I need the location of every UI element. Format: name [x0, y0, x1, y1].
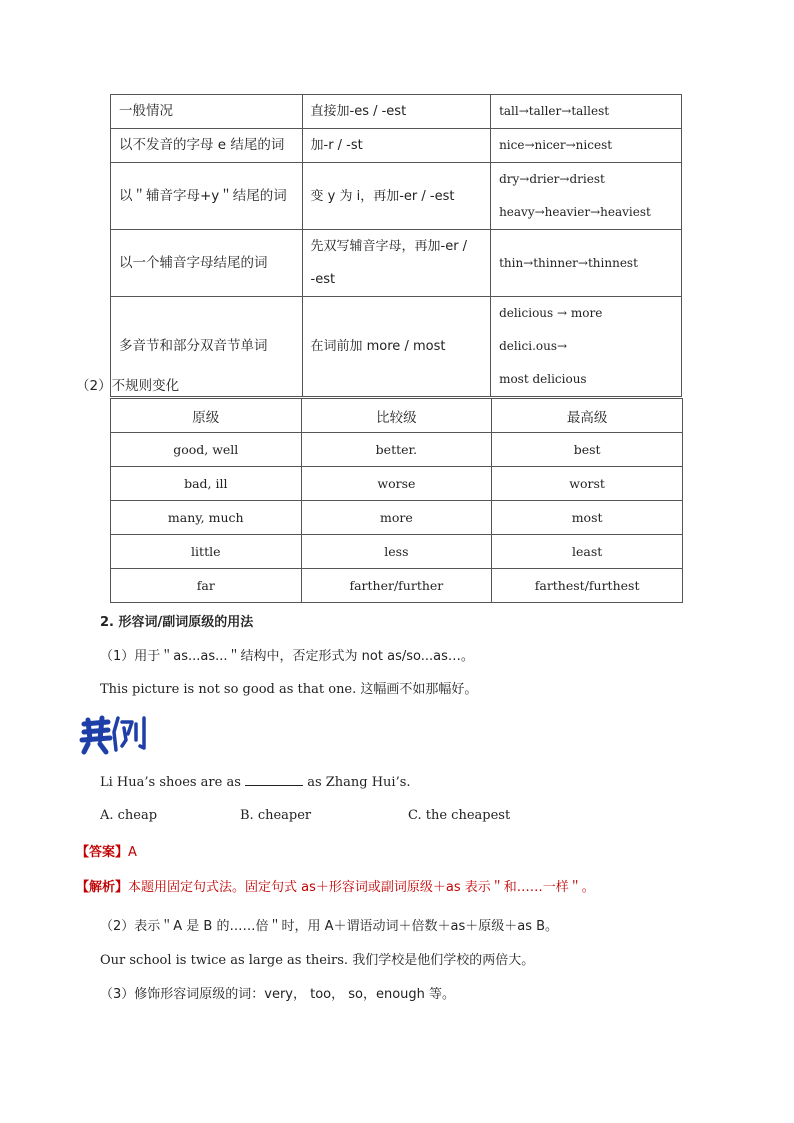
table-cell: far	[111, 569, 302, 603]
irregular-forms-table	[110, 398, 683, 603]
table-cell: best	[492, 433, 683, 467]
usage-paragraph-1: （1）用于＂as...as...＂结构中，否定形式为 not as/so...as…。	[100, 649, 474, 664]
usage-paragraph-2: （2）表示＂A 是 B 的……倍＂时，用 A＋谓语动词＋倍数＋as＋原级＋as B。	[100, 919, 559, 934]
section-title: 2. 形容词/副词原级的用法	[100, 615, 254, 630]
question-before: Li Hua’s shoes are as	[100, 775, 241, 790]
rule-example	[491, 163, 682, 230]
usage-example-1: This picture is not so good as that one. 这幅画不如那幅好。	[100, 682, 478, 697]
usage-paragraph-3: （3）修饰形容词原级的词：very， too， so，enough 等。	[100, 987, 456, 1002]
rule-method: 加-r / -st	[302, 129, 491, 163]
table-cell: better.	[301, 433, 492, 467]
rule-case: 以＂辅音字母+y＂结尾的词	[111, 163, 303, 230]
example-logo-icon	[78, 710, 152, 758]
table-cell: least	[492, 535, 683, 569]
table-cell: farthest/furthest	[492, 569, 683, 603]
rule-case: 一般情况	[111, 95, 303, 129]
rule-example	[491, 297, 682, 397]
table-row	[111, 95, 682, 129]
analysis-label: 【解析】	[76, 880, 129, 895]
rule-method: 在词前加 more / most	[302, 297, 491, 397]
table-header-row	[111, 399, 683, 433]
rule-method: 变 y 为 i，再加-er / -est	[302, 163, 491, 230]
question-text	[100, 774, 411, 790]
rule-example: nice→nicer→nicest	[491, 129, 682, 163]
table-cell: most	[492, 501, 683, 535]
answer-blank	[245, 774, 303, 786]
rule-method	[302, 230, 491, 297]
option-a: A. cheap	[100, 808, 158, 823]
rule-case: 多音节和部分双音节单词	[111, 297, 303, 397]
table-cell: more	[301, 501, 492, 535]
analysis-line	[76, 876, 595, 895]
column-header: 原级	[111, 399, 302, 433]
table-row	[111, 467, 683, 501]
table-row	[111, 569, 683, 603]
table-cell: worst	[492, 467, 683, 501]
table-cell: bad, ill	[111, 467, 302, 501]
table-cell: farther/further	[301, 569, 492, 603]
table-row	[111, 433, 683, 467]
table-row	[111, 501, 683, 535]
example-line: dry→drier→driest	[499, 172, 605, 186]
answer-value: A	[128, 845, 137, 860]
rule-case: 以不发音的字母 e 结尾的词	[111, 129, 303, 163]
rule-example: tall→taller→tallest	[491, 95, 682, 129]
rule-case: 以一个辅音字母结尾的词	[111, 230, 303, 297]
usage-example-2: Our school is twice as large as theirs. 我们学校是他们学校的两倍大。	[100, 953, 535, 968]
comparative-rules-table	[110, 94, 682, 397]
answer-label: 【答案】	[76, 845, 129, 860]
method-line: -est	[310, 272, 336, 287]
question-after: as Zhang Hui’s.	[307, 775, 411, 790]
table-cell: little	[111, 535, 302, 569]
analysis-text: 本题用固定句式法。固定句式 as＋形容词或副词原级＋as 表示＂和……一样＂。	[128, 880, 595, 895]
table-cell: less	[301, 535, 492, 569]
section-heading-irregular: （2）不规则变化	[76, 378, 180, 394]
example-line: delicious → more delici.ous→	[499, 306, 603, 353]
table-row	[111, 297, 682, 397]
example-line: most delicious	[499, 372, 587, 386]
option-c: C. the cheapest	[408, 808, 511, 823]
rule-method: 直接加-es / -est	[302, 95, 491, 129]
example-line: heavy→heavier→heaviest	[499, 205, 651, 219]
table-cell: worse	[301, 467, 492, 501]
table-row	[111, 535, 683, 569]
answer-line	[76, 841, 137, 860]
rule-example: thin→thinner→thinnest	[491, 230, 682, 297]
table-cell: good, well	[111, 433, 302, 467]
table-row	[111, 163, 682, 230]
method-line: 先双写辅音字母，再加-er /	[310, 239, 468, 254]
table-row	[111, 230, 682, 297]
option-b: B. cheaper	[240, 808, 312, 823]
table-row	[111, 129, 682, 163]
column-header: 比较级	[301, 399, 492, 433]
column-header: 最高级	[492, 399, 683, 433]
table-cell: many, much	[111, 501, 302, 535]
